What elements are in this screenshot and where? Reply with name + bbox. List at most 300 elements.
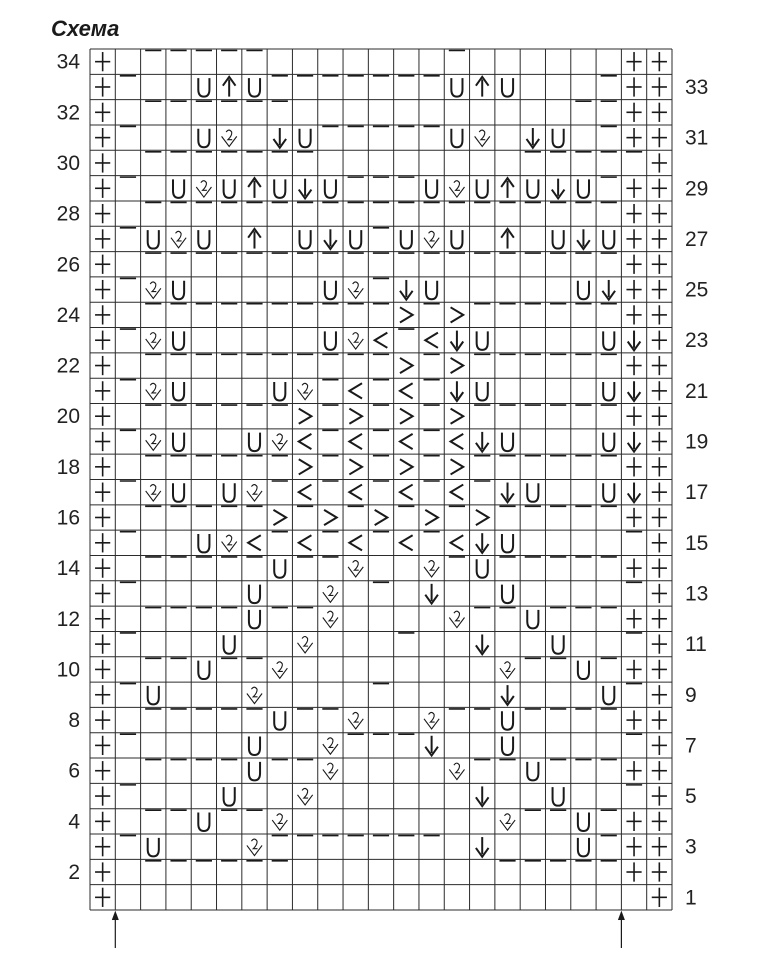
row-number-label: 13 [685, 582, 709, 606]
chart-row [95, 709, 667, 730]
swirl-symbol [323, 738, 338, 754]
chart-row [95, 76, 667, 97]
row-number-label: 32 [56, 101, 80, 125]
greater-than-symbol [349, 409, 362, 424]
chart-row [95, 456, 667, 477]
greater-than-symbol [349, 459, 362, 474]
plus-symbol [652, 153, 667, 172]
row-number-label: 19 [685, 430, 709, 454]
chart-row [95, 557, 667, 578]
u-symbol [249, 737, 260, 755]
u-symbol [451, 78, 462, 96]
row-number-label: 11 [685, 633, 707, 657]
plus-symbol [652, 685, 667, 704]
swirl-symbol [297, 637, 312, 653]
chart-grid [90, 49, 672, 910]
plus-symbol [95, 812, 110, 831]
swirl-symbol [196, 181, 211, 197]
row-number-label: 31 [685, 126, 709, 150]
arrow-up-symbol [501, 178, 514, 198]
plus-symbol [626, 761, 641, 780]
greater-than-symbol [400, 409, 413, 424]
u-symbol [224, 179, 235, 197]
plus-symbol [95, 52, 110, 71]
chart-row [95, 101, 667, 122]
u-symbol [578, 179, 589, 197]
swirl-right-symbol [424, 561, 439, 577]
plus-symbol [626, 508, 641, 527]
plus-symbol [95, 229, 110, 248]
u-symbol [274, 382, 285, 400]
u-symbol [477, 559, 488, 577]
arrow-up-symbol [501, 229, 514, 249]
arrow-down-symbol [425, 584, 438, 604]
chart-row [95, 532, 667, 553]
arrow-down-symbol [628, 432, 641, 452]
swirl-symbol [297, 788, 312, 804]
u-symbol [553, 787, 564, 805]
row-number-label: 7 [685, 734, 697, 758]
chart-row [95, 202, 667, 223]
arrow-down-symbol [628, 483, 641, 503]
plus-symbol [95, 153, 110, 172]
chart-row [95, 785, 667, 806]
u-symbol [553, 635, 564, 653]
greater-than-symbol [451, 358, 464, 373]
row-number-label: 27 [685, 227, 709, 251]
chart-row [95, 152, 667, 173]
plus-symbol [95, 483, 110, 502]
plus-symbol [95, 609, 110, 628]
chart-row [95, 760, 667, 781]
plus-symbol [652, 305, 667, 324]
plus-symbol [652, 710, 667, 729]
u-symbol [274, 179, 285, 197]
arrow-up-symbol [476, 77, 489, 97]
u-symbol [198, 230, 209, 248]
plus-symbol [652, 280, 667, 299]
arrow-up-symbol [248, 178, 261, 198]
u-symbol [578, 661, 589, 679]
row-number-label: 25 [685, 278, 709, 302]
u-symbol [173, 331, 184, 349]
greater-than-symbol [400, 459, 413, 474]
plus-symbol [626, 862, 641, 881]
swirl-symbol [297, 383, 312, 399]
plus-symbol [95, 660, 110, 679]
u-symbol [502, 433, 513, 451]
row-number-label: 34 [56, 50, 80, 74]
u-symbol [173, 483, 184, 501]
swirl-symbol [247, 839, 262, 855]
plus-symbol [95, 457, 110, 476]
plus-symbol [626, 710, 641, 729]
plus-symbol [652, 255, 667, 274]
plus-symbol [626, 305, 641, 324]
plus-symbol [652, 812, 667, 831]
u-symbol [527, 610, 538, 628]
row-number-label: 26 [56, 253, 80, 277]
arrow-down-symbol [628, 381, 641, 401]
arrow-down-symbol [577, 229, 590, 249]
row-number-label: 18 [56, 455, 80, 479]
u-symbol [350, 230, 361, 248]
greater-than-symbol [299, 409, 312, 424]
swirl-right-symbol [323, 611, 338, 627]
swirl-right-symbol [272, 814, 287, 830]
less-than-symbol [400, 383, 413, 398]
plus-symbol [95, 381, 110, 400]
arrow-down-symbol [628, 331, 641, 351]
chart-row [95, 253, 667, 274]
row-number-label: 5 [685, 785, 697, 809]
u-symbol [603, 331, 614, 349]
plus-symbol [652, 483, 667, 502]
plus-symbol [652, 508, 667, 527]
swirl-symbol [449, 181, 464, 197]
plus-symbol [626, 128, 641, 147]
chart-row [95, 481, 667, 502]
chart-row [95, 177, 667, 198]
plus-symbol [95, 255, 110, 274]
arrow-down-symbol [299, 179, 312, 199]
plus-symbol [95, 305, 110, 324]
row-number-label: 1 [685, 886, 697, 910]
plus-symbol [95, 331, 110, 350]
plus-symbol [95, 786, 110, 805]
less-than-symbol [400, 535, 413, 550]
u-symbol [603, 230, 614, 248]
greater-than-symbol [451, 409, 464, 424]
less-than-symbol [400, 485, 413, 500]
chart-row [95, 734, 667, 755]
u-symbol [249, 762, 260, 780]
u-symbol [426, 281, 437, 299]
less-than-symbol [451, 485, 464, 500]
arrow-up-symbol [248, 229, 261, 249]
swirl-symbol [323, 586, 338, 602]
u-symbol [502, 711, 513, 729]
less-than-symbol [349, 485, 362, 500]
u-symbol [477, 382, 488, 400]
arrow-down-symbol [425, 736, 438, 756]
less-than-symbol [375, 333, 388, 348]
arrow-down-symbol [476, 786, 489, 806]
row-number-label: 3 [685, 835, 697, 859]
chart-row [95, 888, 667, 907]
chart-row [95, 51, 667, 72]
repeat-arrow-icon [618, 912, 624, 948]
arrow-down-symbol [552, 179, 565, 199]
arrow-down-symbol [273, 128, 286, 148]
plus-symbol [95, 179, 110, 198]
arrow-down-symbol [400, 280, 413, 300]
chart-row [95, 810, 667, 831]
arrow-up-symbol [223, 77, 236, 97]
chart-row [95, 304, 667, 325]
plus-symbol [626, 77, 641, 96]
row-number-label: 15 [685, 531, 709, 555]
swirl-symbol [146, 434, 161, 450]
repeat-arrow-icon [112, 912, 118, 948]
plus-symbol [95, 761, 110, 780]
plus-symbol [95, 862, 110, 881]
swirl-symbol [146, 282, 161, 298]
swirl-symbol [272, 434, 287, 450]
swirl-symbol [146, 383, 161, 399]
plus-symbol [652, 52, 667, 71]
u-symbol [527, 179, 538, 197]
plus-symbol [95, 533, 110, 552]
less-than-symbol [349, 535, 362, 550]
swirl-symbol [146, 333, 161, 349]
chart-row [95, 836, 667, 857]
plus-symbol [626, 812, 641, 831]
u-symbol [502, 534, 513, 552]
u-symbol [325, 281, 336, 299]
plus-symbol [652, 736, 667, 755]
arrow-down-symbol [476, 837, 489, 857]
greater-than-symbol [375, 510, 388, 525]
plus-symbol [652, 584, 667, 603]
plus-symbol [626, 255, 641, 274]
row-number-label: 16 [56, 506, 80, 530]
u-symbol [224, 635, 235, 653]
swirl-symbol [222, 535, 237, 551]
u-symbol [148, 686, 159, 704]
plus-symbol [652, 837, 667, 856]
swirl-right-symbol [323, 763, 338, 779]
greater-than-symbol [451, 307, 464, 322]
plus-symbol [652, 331, 667, 350]
chart-row [95, 430, 667, 451]
chart-row [95, 329, 667, 350]
plus-symbol [652, 356, 667, 375]
plus-symbol [652, 457, 667, 476]
plus-symbol [652, 559, 667, 578]
plus-symbol [626, 229, 641, 248]
u-symbol [426, 179, 437, 197]
plus-symbol [95, 204, 110, 223]
less-than-symbol [299, 535, 312, 550]
u-symbol [224, 483, 235, 501]
u-symbol [198, 661, 209, 679]
plus-symbol [95, 432, 110, 451]
row-number-label: 9 [685, 683, 697, 707]
plus-symbol [626, 280, 641, 299]
swirl-symbol [222, 130, 237, 146]
greater-than-symbol [299, 459, 312, 474]
swirl-symbol [247, 485, 262, 501]
plus-symbol [626, 660, 641, 679]
swirl-symbol [348, 282, 363, 298]
plus-symbol [95, 685, 110, 704]
u-symbol [148, 230, 159, 248]
swirl-right-symbol [348, 712, 363, 728]
plus-symbol [626, 52, 641, 71]
swirl-right-symbol [449, 763, 464, 779]
chart-row [95, 633, 667, 654]
chart-row [95, 506, 667, 527]
u-symbol [578, 838, 589, 856]
row-number-label: 17 [685, 481, 709, 505]
row-number-label: 6 [68, 759, 80, 783]
plus-symbol [95, 103, 110, 122]
row-number-label: 12 [56, 607, 80, 631]
greater-than-symbol [273, 510, 286, 525]
plus-symbol [626, 356, 641, 375]
u-symbol [451, 129, 462, 147]
u-symbol [401, 230, 412, 248]
chart-title: Схема [51, 16, 120, 41]
plus-symbol [626, 103, 641, 122]
plus-symbol [652, 407, 667, 426]
less-than-symbol [299, 485, 312, 500]
row-number-label: 33 [685, 75, 709, 99]
chart-cells [95, 51, 667, 907]
u-symbol [173, 281, 184, 299]
u-symbol [325, 179, 336, 197]
u-symbol [527, 762, 538, 780]
u-symbol [300, 129, 311, 147]
plus-symbol [95, 77, 110, 96]
u-symbol [249, 433, 260, 451]
swirl-symbol [171, 231, 186, 247]
plus-symbol [626, 457, 641, 476]
arrow-down-symbol [476, 634, 489, 654]
chart-row [95, 380, 667, 401]
chart-row [95, 608, 667, 629]
chart-row [95, 354, 667, 375]
u-symbol [603, 433, 614, 451]
u-symbol [198, 129, 209, 147]
u-symbol [173, 179, 184, 197]
swirl-symbol [475, 130, 490, 146]
swirl-symbol [424, 231, 439, 247]
u-symbol [198, 534, 209, 552]
row-number-label: 14 [56, 557, 80, 581]
plus-symbol [95, 837, 110, 856]
row-number-label: 10 [56, 658, 80, 682]
u-symbol [553, 230, 564, 248]
plus-symbol [652, 381, 667, 400]
chart-row [95, 684, 667, 705]
plus-symbol [95, 584, 110, 603]
plus-symbol [652, 660, 667, 679]
u-symbol [148, 838, 159, 856]
plus-symbol [95, 407, 110, 426]
plus-symbol [652, 786, 667, 805]
u-symbol [578, 813, 589, 831]
arrow-down-symbol [501, 483, 514, 503]
plus-symbol [95, 356, 110, 375]
arrow-down-symbol [324, 229, 337, 249]
u-symbol [553, 129, 564, 147]
plus-symbol [652, 128, 667, 147]
u-symbol [249, 585, 260, 603]
u-symbol [198, 813, 209, 831]
plus-symbol [95, 280, 110, 299]
plus-symbol [652, 761, 667, 780]
less-than-symbol [451, 434, 464, 449]
swirl-right-symbol [500, 814, 515, 830]
plus-symbol [95, 128, 110, 147]
swirl-symbol [247, 687, 262, 703]
plus-symbol [626, 204, 641, 223]
u-symbol [603, 382, 614, 400]
u-symbol [502, 78, 513, 96]
chart-row [95, 861, 667, 882]
u-symbol [249, 78, 260, 96]
u-symbol [224, 787, 235, 805]
row-number-label: 8 [68, 709, 80, 733]
swirl-right-symbol [424, 712, 439, 728]
swirl-symbol [146, 485, 161, 501]
greater-than-symbol [425, 510, 438, 525]
less-than-symbol [349, 434, 362, 449]
arrow-down-symbol [451, 381, 464, 401]
less-than-symbol [400, 434, 413, 449]
greater-than-symbol [451, 459, 464, 474]
u-symbol [274, 559, 285, 577]
u-symbol [477, 331, 488, 349]
plus-symbol [652, 634, 667, 653]
swirl-symbol [348, 333, 363, 349]
plus-symbol [626, 559, 641, 578]
arrow-down-symbol [476, 432, 489, 452]
arrow-down-symbol [476, 533, 489, 553]
plus-symbol [95, 888, 110, 907]
arrow-down-symbol [527, 128, 540, 148]
row-number-label: 22 [56, 354, 80, 378]
u-symbol [249, 610, 260, 628]
arrow-down-symbol [501, 685, 514, 705]
plus-symbol [652, 179, 667, 198]
row-number-label: 20 [56, 405, 80, 429]
swirl-right-symbol [500, 662, 515, 678]
greater-than-symbol [400, 358, 413, 373]
plus-symbol [652, 533, 667, 552]
less-than-symbol [248, 535, 261, 550]
less-than-symbol [349, 383, 362, 398]
plus-symbol [95, 736, 110, 755]
plus-symbol [95, 508, 110, 527]
chart-row [95, 228, 667, 249]
less-than-symbol [299, 434, 312, 449]
u-symbol [502, 737, 513, 755]
u-symbol [502, 585, 513, 603]
u-symbol [198, 78, 209, 96]
u-symbol [477, 179, 488, 197]
u-symbol [603, 483, 614, 501]
row-number-label: 29 [685, 177, 709, 201]
chart-row [95, 278, 667, 299]
plus-symbol [652, 229, 667, 248]
greater-than-symbol [476, 510, 489, 525]
swirl-right-symbol [272, 662, 287, 678]
u-symbol [603, 686, 614, 704]
u-symbol [527, 483, 538, 501]
plus-symbol [95, 710, 110, 729]
plus-symbol [652, 609, 667, 628]
row-number-label: 24 [56, 303, 80, 327]
less-than-symbol [451, 535, 464, 550]
plus-symbol [652, 888, 667, 907]
u-symbol [325, 331, 336, 349]
plus-symbol [652, 862, 667, 881]
plus-symbol [626, 179, 641, 198]
u-symbol [300, 230, 311, 248]
